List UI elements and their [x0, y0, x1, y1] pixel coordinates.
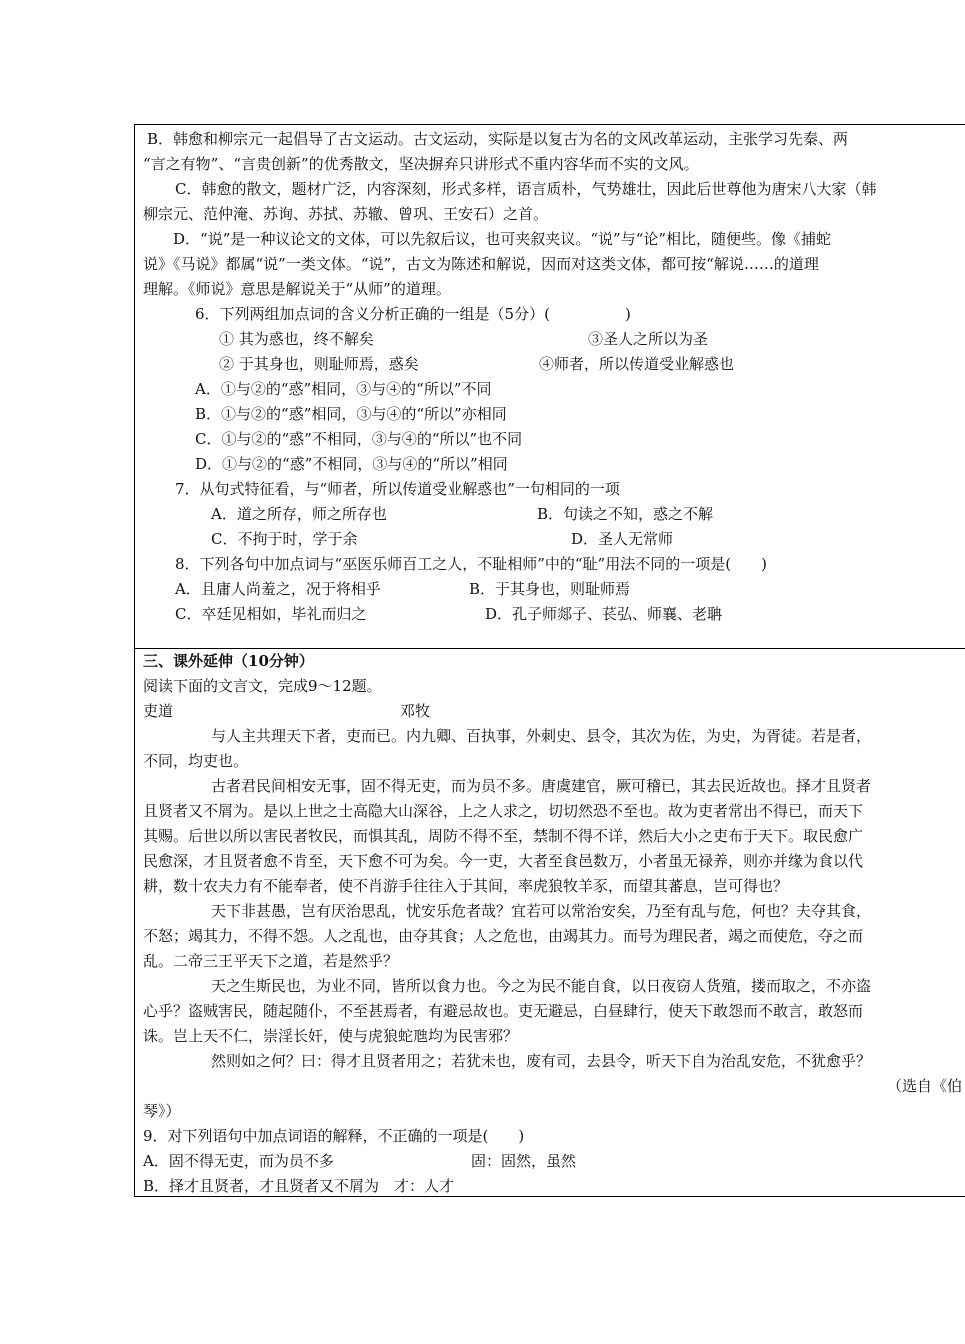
- q6-option-c: C．①与②的“惑”不相同，③与④的“所以”也不同: [195, 430, 523, 448]
- option-b-line-1: B．韩愈和柳宗元一起倡导了古文运动。古文运动，实际是以复古为名的文风改革运动，主张学习先秦、两: [147, 130, 849, 148]
- q6-item-1: ① 其为惑也，终不解矣: [219, 330, 374, 348]
- option-d-line-2: 说》《马说》都属“说”一类文体。“说”，古文为陈述和解说，因而对这类文体，都可按“解说……的道理: [143, 255, 819, 273]
- passage-author: 邓牧: [400, 702, 431, 720]
- q6-item-4: ④师者，所以传道受业解惑也: [539, 355, 735, 373]
- reading-intro: 阅读下面的文言文，完成9～12题。: [143, 677, 382, 695]
- question-7: 7．从句式特征看，与“师者，所以传道受业解惑也”一句相同的一项: [175, 480, 620, 498]
- q6-option-a: A．①与②的“惑”相同，③与④的“所以”不同: [195, 380, 492, 398]
- paragraph-5: 然则如之何？曰：得才且贤者用之；若犹未也，废有司，去县令，听天下自为治乱安危，不犹愈乎？: [211, 1052, 872, 1070]
- q6-option-b: B．①与②的“惑”相同，③与④的“所以”亦相同: [195, 405, 507, 423]
- section-heading: 三、课外延伸（10分钟）: [143, 652, 314, 670]
- q8-option-b: B．于其身也，则耻师焉: [469, 580, 631, 598]
- paragraph-1-line-2: 不同，均吏也。: [143, 752, 249, 770]
- questions-cell: [135, 125, 965, 649]
- q7-option-a: A．道之所存，师之所存也: [211, 505, 387, 523]
- paragraph-3-line-2: 不怒；竭其力，不得不怨。人之乱也，由夺其食；人之危也，由竭其力。而号为理民者，竭之而使危，夺之而: [143, 927, 864, 945]
- option-d-line-1: D．“说”是一种议论文的文体，可以先叙后议，也可夹叙夹议。“说”与“论”相比，随便些。像《捕蛇: [173, 230, 832, 248]
- paragraph-3-line-1: 天下非甚愚，岂有厌治思乱，忧安乐危者哉？宜若可以常治安矣，乃至有乱与危，何也？夫夺其食，: [211, 902, 872, 920]
- paragraph-4-line-3: 诛。岂上天不仁，崇淫长奸，使与虎狼蛇虺均为民害邪？: [143, 1027, 519, 1045]
- source-line-1: （选自《伯: [887, 1077, 963, 1095]
- question-9: 9．对下列语句中加点词语的解释，不正确的一项是( ): [143, 1127, 525, 1145]
- paragraph-3-line-3: 乱。二帝三王平天下之道，若是然乎？: [143, 952, 399, 970]
- q9-option-a: A．固不得无吏，而为员不多: [143, 1152, 334, 1170]
- paragraph-2-line-2: 且贤者又不屑为。是以上世之士高隐大山深谷，上之人求之，切切然恐不至也。故为吏者常出不得已，而天下: [143, 802, 864, 820]
- q6-item-3: ③圣人之所以为圣: [588, 330, 709, 348]
- paragraph-2-line-4: 民愈深，才且贤者愈不肯至，天下愈不可为矣。今一吏，大者至食邑数万，小者虽无禄养，则亦并缘为食以代: [143, 852, 864, 870]
- q8-option-d: D．孔子师郯子、苌弘、师襄、老聃: [485, 605, 723, 623]
- paragraph-4-line-1: 天之生斯民也，为业不同，皆所以食力也。今之为民不能自食，以日夜窃人货殖，搂而取之，不亦盗: [211, 977, 872, 995]
- question-6: 6．下列两组加点词的含义分析正确的一组是（5分）( ): [195, 305, 631, 323]
- q9-option-a-explanation: 固：固然，虽然: [471, 1152, 577, 1170]
- question-8: 8．下列各句中加点词与“巫医乐师百工之人，不耻相师”中的“耻”用法不同的一项是( ): [175, 555, 767, 573]
- paragraph-1-line-1: 与人主共理天下者，吏而已。内九卿、百执事，外刺史、县令，其次为佐，为史，为胥徒。若是者，: [211, 727, 872, 745]
- q9-option-b: B．择才且贤者，才且贤者又不屑为 才：人才: [143, 1177, 455, 1195]
- paragraph-2-line-3: 其赐。后世以所以害民者牧民，而惧其乱，周防不得不至，禁制不得不详，然后大小之吏布于天下。取民愈广: [143, 827, 864, 845]
- option-b-line-2: “言之有物”、“言贵创新”的优秀散文，坚决摒弃只讲形式不重内容华而不实的文风。: [143, 155, 699, 173]
- q8-option-c: C．卒廷见相如，毕礼而归之: [175, 605, 367, 623]
- source-line-2: 琴》）: [143, 1102, 181, 1120]
- paragraph-2-line-1: 古者君民间相安无事，固不得无吏，而为员不多。唐虞建官，厥可稽已，其去民近故也。择才且贤者: [211, 777, 872, 795]
- q7-option-d: D．圣人无常师: [571, 530, 674, 548]
- option-c-line-2: 柳宗元、范仲淹、苏询、苏拭、苏辙、曾巩、王安石）之首。: [143, 205, 549, 223]
- extension-reading-cell: [135, 649, 965, 1197]
- option-c-line-1: C．韩愈的散文，题材广泛，内容深刻，形式多样，语言质朴，气势雄壮，因此后世尊他为唐宋八大家（韩: [175, 180, 877, 198]
- paragraph-2-line-5: 耕，数十农夫力有不能奉者，使不肖游手往往入于其间，率虎狼牧羊豕，而望其蕃息，岂可得也？: [143, 877, 789, 895]
- option-d-line-3: 理解。《师说》意思是解说关于“从师”的道理。: [143, 280, 451, 298]
- worksheet-table: [134, 124, 965, 1197]
- q8-option-a: A．且庸人尚羞之，况于将相乎: [175, 580, 381, 598]
- passage-title: 吏道: [143, 702, 174, 720]
- q6-option-d: D．①与②的“惑”不相同，③与④的“所以”相同: [195, 455, 508, 473]
- q7-option-c: C．不拘于时，学于余: [211, 530, 358, 548]
- q6-item-2: ② 于其身也，则耻师焉，惑矣: [219, 355, 419, 373]
- paragraph-4-line-2: 心乎？盗贼害民，随起随仆，不至甚焉者，有避忌故也。吏无避忌，白昼肆行，使天下敢怨而不敢言，敢怒而: [143, 1002, 864, 1020]
- q7-option-b: B．句读之不知，惑之不解: [537, 505, 714, 523]
